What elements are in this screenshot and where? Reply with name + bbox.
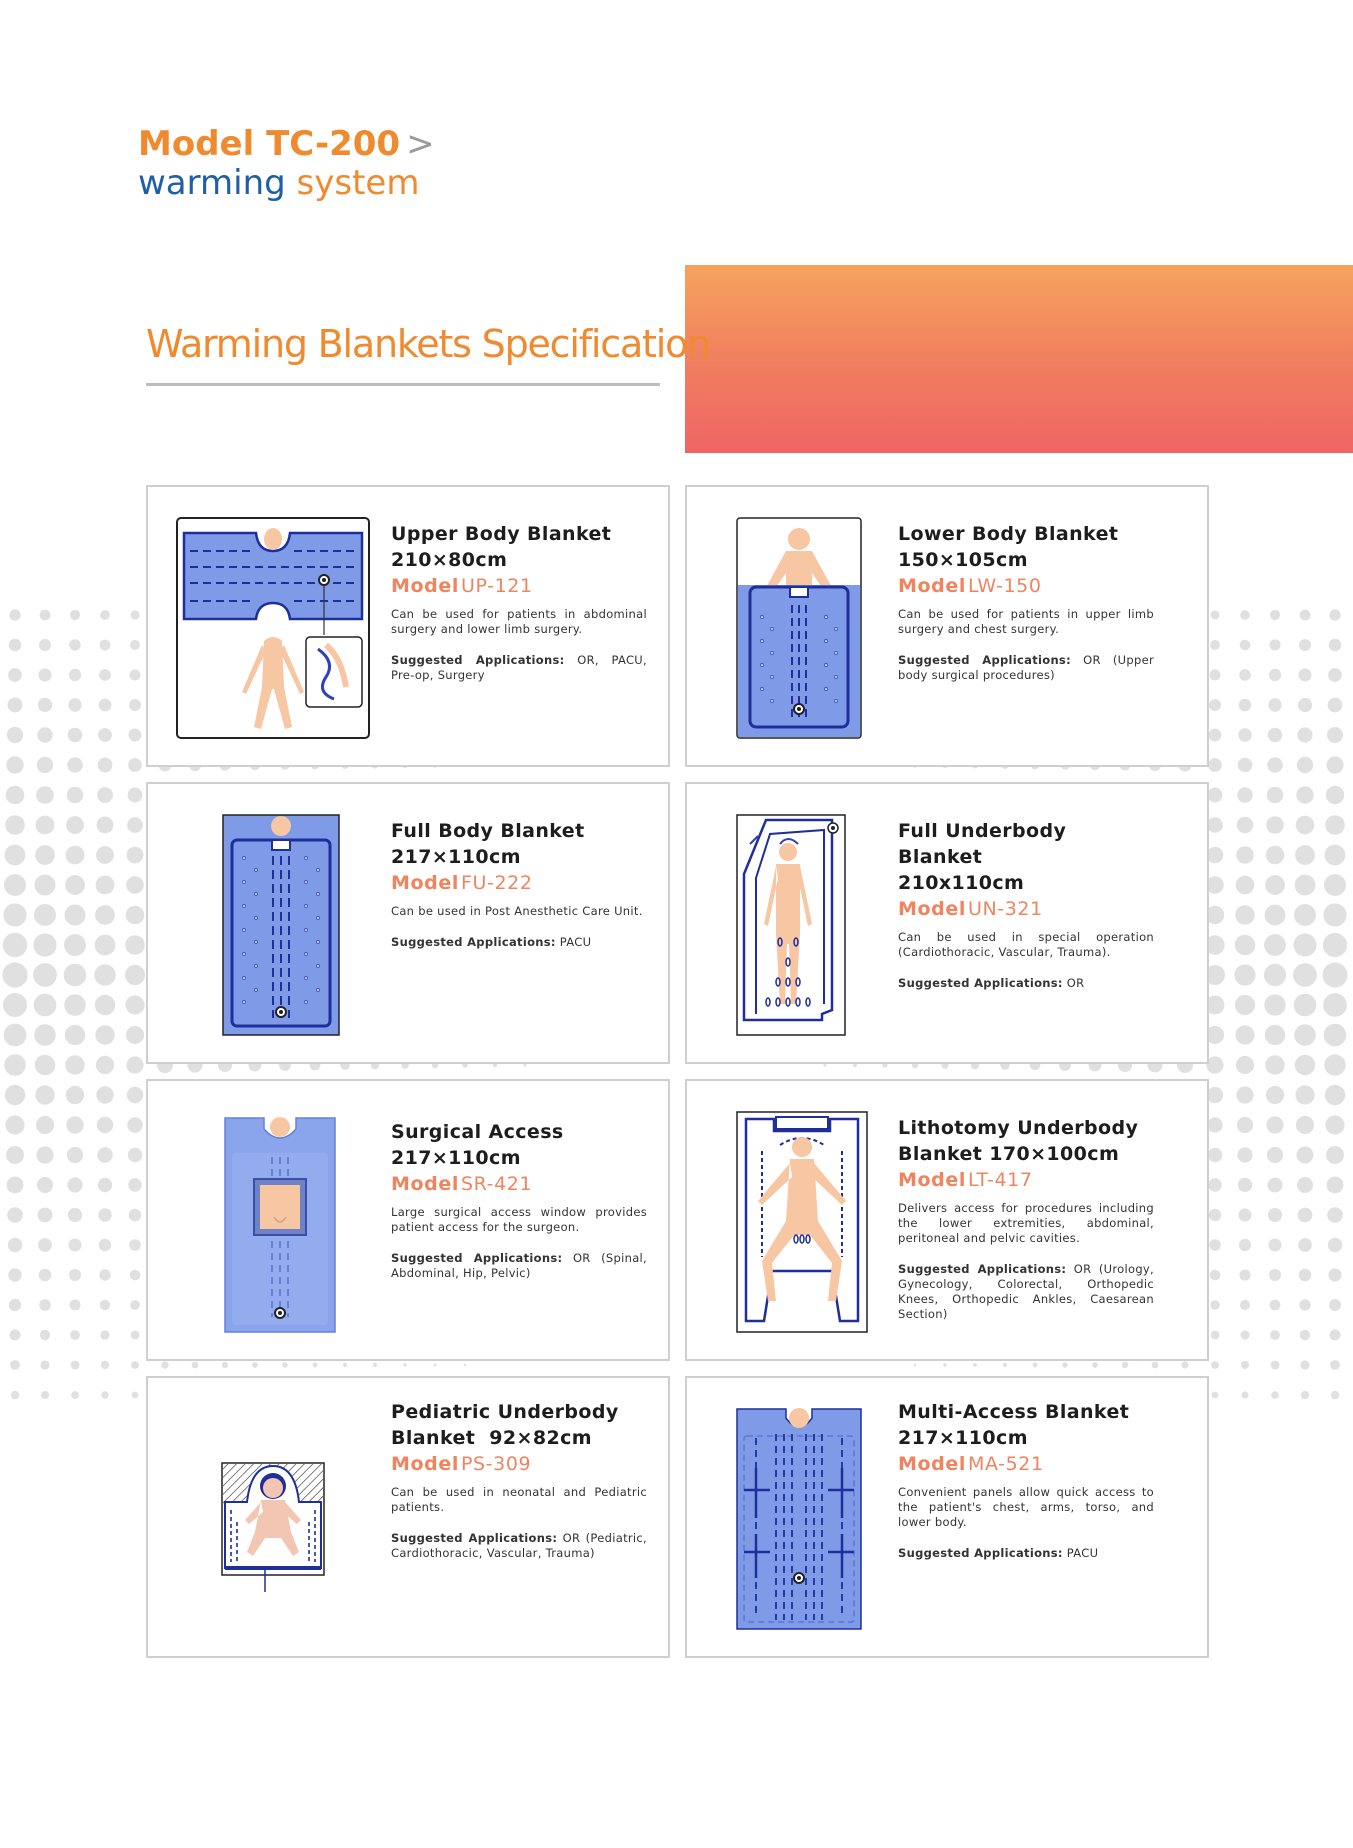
product-applications: Suggested Applications: PACU <box>898 1546 1099 1560</box>
product-description: Can be used in Post Anesthetic Care Unit. <box>391 904 643 918</box>
product-card-sr421 <box>146 1079 670 1361</box>
product-name: Pediatric Underbody <box>391 1401 619 1423</box>
product-model: Model UN-321 <box>898 898 1043 920</box>
product-model: Model PS-309 <box>391 1453 532 1475</box>
product-description: Can be used for patients in upper limb surgery and chest surgery. <box>898 607 1154 636</box>
product-model: Model FU-222 <box>391 872 533 894</box>
product-name: Surgical Access <box>391 1121 564 1143</box>
product-card-lw150 <box>685 485 1209 767</box>
product-card-lt417 <box>685 1079 1209 1361</box>
product-description: Can be used for patients in abdominal surgery and lower limb surgery. <box>391 607 647 636</box>
decorative-banner <box>685 265 1353 453</box>
product-applications: Suggested Applications: PACU <box>391 935 592 949</box>
product-model: Model UP-121 <box>391 575 533 597</box>
product-size: 150×105cm <box>898 549 1028 571</box>
lithotomy-underbody-blanket-icon <box>736 1111 868 1337</box>
product-size: 217×110cm <box>391 846 521 868</box>
page-title: Warming Blankets Specification <box>146 322 711 366</box>
product-name: Lithotomy Underbody <box>898 1117 1139 1139</box>
product-description: Convenient panels allow quick access to the patient's chest, arms, torso, and lower body. <box>898 1485 1154 1529</box>
product-size: Blanket 92×82cm <box>391 1427 592 1449</box>
surgical-access-blanket-icon <box>224 1117 336 1337</box>
product-size: 210×80cm <box>391 549 508 571</box>
product-size: 217×110cm <box>898 1427 1028 1449</box>
lower-body-blanket-icon <box>736 517 862 743</box>
product-applications: Suggested Applications: OR, PACU, Pre-op, Surgery <box>391 653 647 682</box>
product-name: Lower Body Blanket <box>898 523 1119 545</box>
chevron-right-icon: > <box>406 124 435 164</box>
header-model: Model TC-200 > <box>138 124 435 164</box>
product-card-ps309 <box>146 1376 670 1658</box>
product-size: Blanket 170×100cm <box>898 1143 1120 1165</box>
product-applications: Suggested Applications: OR <box>898 976 1085 990</box>
header-subtitle: warming system <box>138 163 420 203</box>
product-applications: Suggested Applications: OR (Upper body surgical procedures) <box>898 653 1154 682</box>
product-model: Model LW-150 <box>898 575 1042 597</box>
product-description: Can be used in special operation (Cardiothoracic, Vascular, Trauma). <box>898 930 1154 959</box>
multi-access-blanket-icon <box>736 1408 862 1634</box>
product-card-up121 <box>146 485 670 767</box>
product-applications: Suggested Applications: OR (Pediatric, Cardiothoracic, Vascular, Trauma) <box>391 1531 647 1560</box>
product-model: Model MA-521 <box>898 1453 1044 1475</box>
full-underbody-blanket-icon <box>736 814 846 1040</box>
product-card-ma521 <box>685 1376 1209 1658</box>
product-model: Model LT-417 <box>898 1169 1033 1191</box>
product-size: 217×110cm <box>391 1147 521 1169</box>
product-applications: Suggested Applications: OR (Urology, Gynecology, Colorectal, Orthopedic Knees, Orthopedic Ankles, Caesarean Section) <box>898 1262 1154 1321</box>
product-applications: Suggested Applications: OR (Spinal, Abdominal, Hip, Pelvic) <box>391 1251 647 1280</box>
product-description: Delivers access for procedures including the lower extremities, abdominal, peritoneal and pelvic cavities. <box>898 1201 1154 1245</box>
title-divider <box>146 383 660 386</box>
product-model: Model SR-421 <box>391 1173 533 1195</box>
product-description: Can be used in neonatal and Pediatric patients. <box>391 1485 647 1514</box>
header <box>138 124 435 202</box>
full-body-blanket-icon <box>222 814 340 1040</box>
product-size: 210x110cm <box>898 872 1025 894</box>
product-card-un321 <box>685 782 1209 1064</box>
product-name: Multi-Access Blanket <box>898 1401 1130 1423</box>
product-card-fu222 <box>146 782 670 1064</box>
pediatric-underbody-blanket-icon <box>221 1462 325 1598</box>
upper-body-blanket-icon <box>176 517 370 743</box>
product-name: Full Body Blanket <box>391 820 585 842</box>
product-description: Large surgical access window provides patient access for the surgeon. <box>391 1205 647 1234</box>
product-name: Upper Body Blanket <box>391 523 612 545</box>
product-name: Full Underbody Blanket <box>898 820 1067 868</box>
